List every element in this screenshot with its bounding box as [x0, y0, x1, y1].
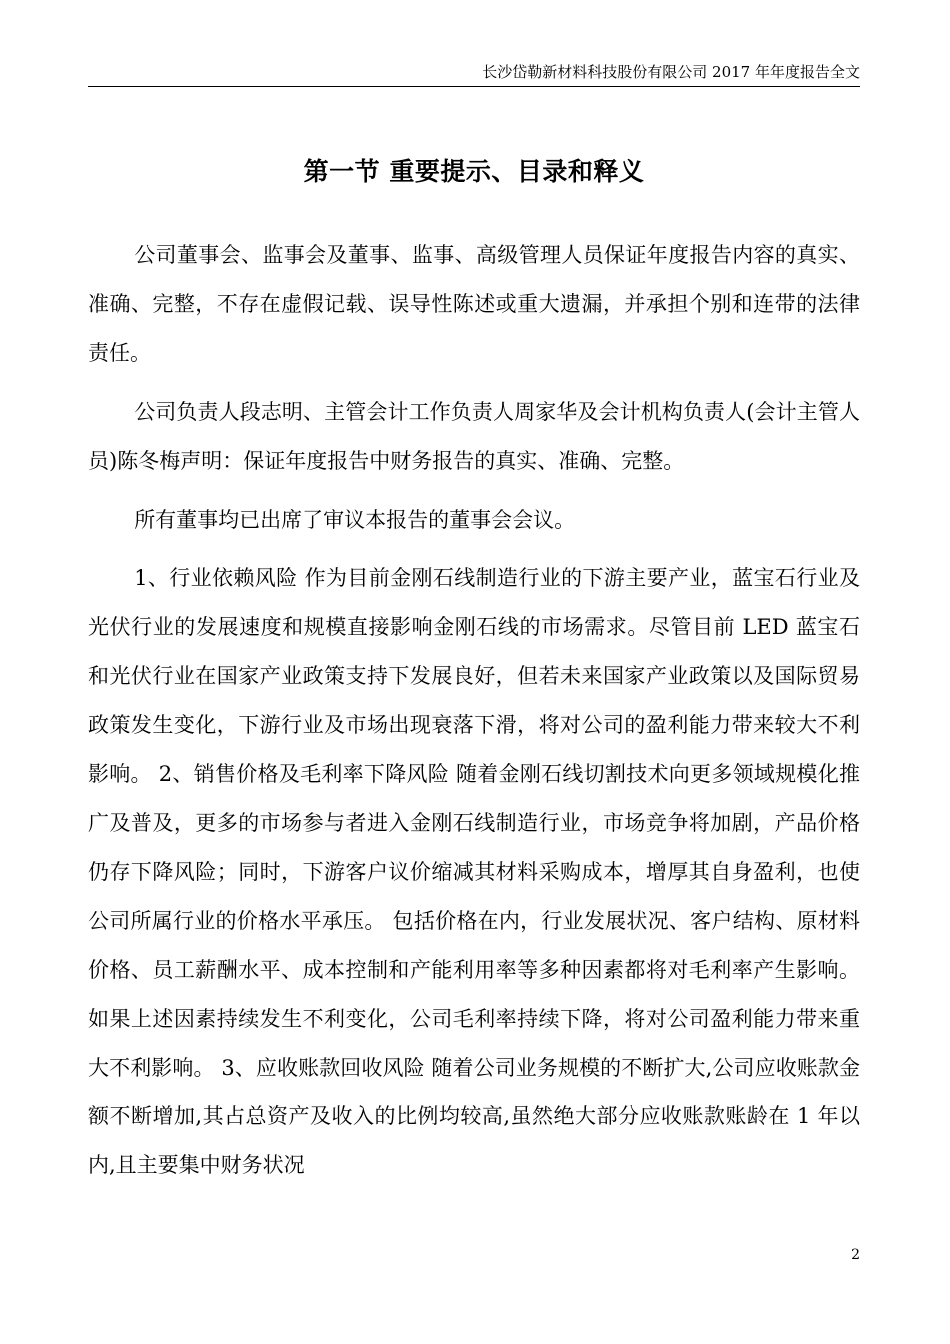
- header-divider: [88, 86, 860, 87]
- paragraph-responsible-persons: 公司负责人段志明、主管会计工作负责人周家华及会计机构负责人(会计主管人员)陈冬梅声明：保证年度报告中财务报告的真实、准确、完整。: [88, 399, 860, 473]
- section-title: 第一节 重要提示、目录和释义: [303, 157, 645, 186]
- running-header: 长沙岱勒新材料科技股份有限公司 2017 年年度报告全文: [482, 63, 860, 81]
- paragraph-directors-attendance: 所有董事均已出席了审议本报告的董事会会议。: [134, 507, 576, 532]
- page-number: 2: [851, 1247, 860, 1263]
- body-text: [88, 231, 860, 1190]
- paragraph-board-guarantee: 公司董事会、监事会及董事、监事、高级管理人员保证年度报告内容的真实、准确、完整，不存在虚假记载、误导性陈述或重大遗漏，并承担个别和连带的法律责任。: [88, 243, 860, 365]
- paragraph-risk-factors: 1、行业依赖风险 作为目前金刚石线制造行业的下游主要产业，蓝宝石行业及光伏行业的发展速度和规模直接影响金刚石线的市场需求。尽管目前 LED 蓝宝石和光伏行业在国家产业政策支持下发展良好，但若未来国家产业政策以及国际贸易政策发生变化，下游行业及市场出现衰落下滑，将对公司的盈利能力带来较大不利影响。 2、销售价格及毛利率下降风险 随着金刚石线切割技术向更多领域规模化推广及普及，更多的市场参与者进入金刚石线制造行业，市场竞争将加剧，产品价格仍存下降风险；同时，下游客户议价缩减其材料采购成本，增厚其自身盈利，也使公司所属行业的价格水平承压。 包括价格在内，行业发展状况、客户结构、原材料价格、员工薪酬水平、成本控制和产能利用率等多种因素都将对毛利率产生影响。如果上述因素持续发生不利变化，公司毛利率持续下降，将对公司盈利能力带来重大不利影响。 3、应收账款回收风险 随着公司业务规模的不断扩大,公司应收账款金额不断增加,其占总资产及收入的比例均较高,虽然绝大部分应收账款账龄在 1 年以内,且主要集中财务状况: [88, 566, 860, 1178]
